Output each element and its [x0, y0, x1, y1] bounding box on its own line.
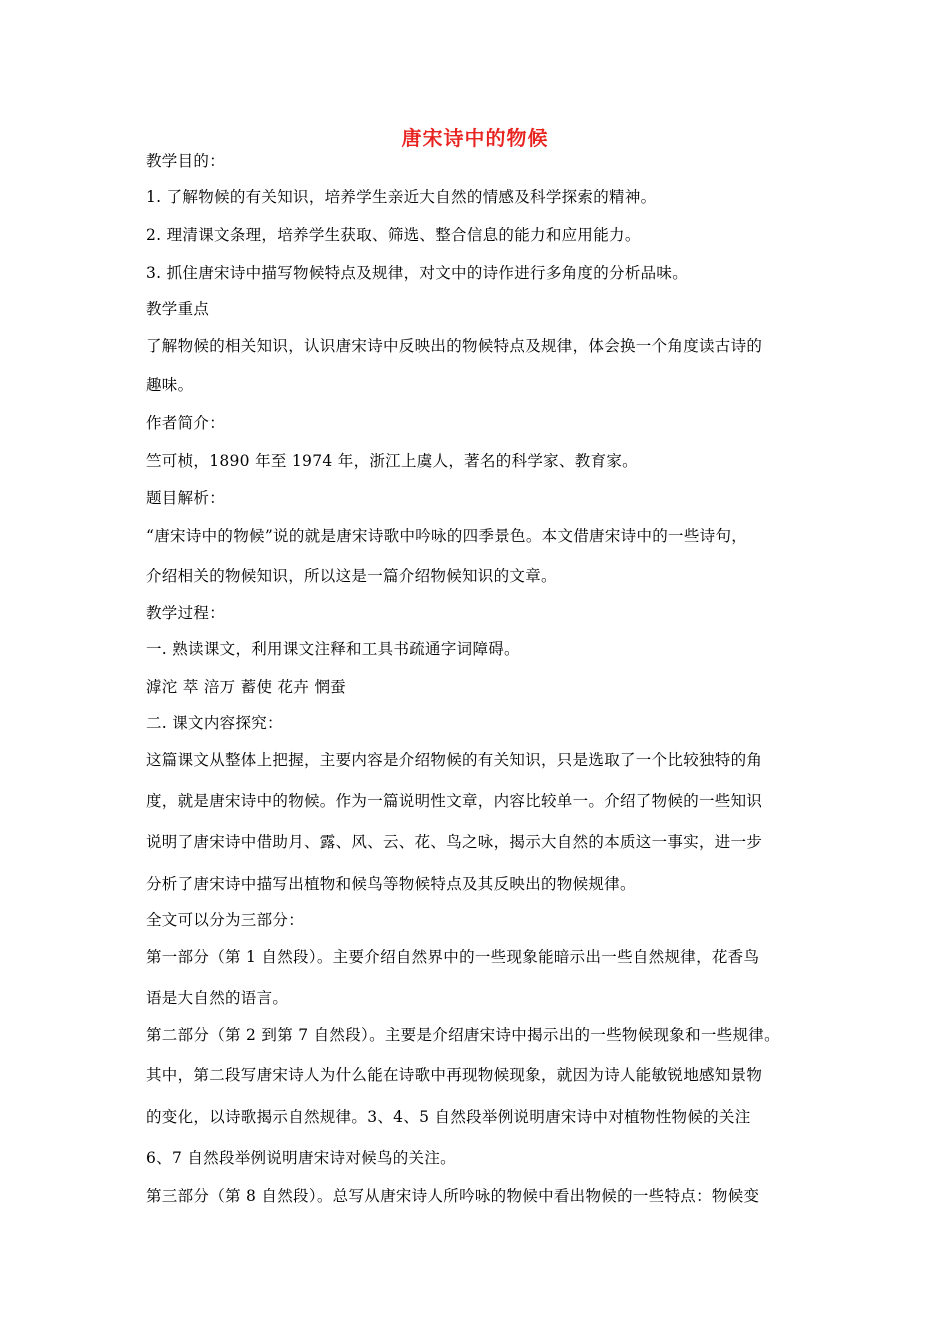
- text-line: 度，就是唐宋诗中的物候。作为一篇说明性文章，内容比较单一。介绍了物候的一些知识: [146, 792, 763, 810]
- text-line: 第三部分（第 8 自然段）。总写从唐宋诗人所吟咏的物候中看出物候的一些特点：物候变: [146, 1187, 760, 1205]
- text-line: 二. 课文内容探究：: [146, 714, 283, 732]
- text-line: 作者简介：: [146, 414, 226, 432]
- text-line: 全文可以分为三部分：: [146, 911, 305, 929]
- text-line: 题目解析：: [146, 489, 226, 507]
- text-line: 第二部分（第 2 到第 7 自然段）。主要是介绍唐宋诗中揭示出的一些物候现象和一些规律。: [146, 1026, 780, 1044]
- text-line: 其中，第二段写唐宋诗人为什么能在诗歌中再现物候现象，就因为诗人能敏锐地感知景物: [146, 1066, 763, 1084]
- text-line: 第一部分（第 1 自然段）。主要介绍自然界中的一些现象能暗示出一些自然规律，花香鸟: [146, 948, 760, 966]
- text-line: 教学过程：: [146, 604, 226, 622]
- text-line: 3. 抓住唐宋诗中描写物候特点及规律，对文中的诗作进行多角度的分析品味。: [146, 264, 689, 282]
- text-line: “唐宋诗中的物候”说的就是唐宋诗歌中吟咏的四季景色。本文借唐宋诗中的一些诗句，: [146, 527, 748, 545]
- text-line: 滹沱 萃 涪万 蓄使 花卉 惘蚕: [146, 678, 346, 696]
- text-line: 介绍相关的物候知识，所以这是一篇介绍物候知识的文章。: [146, 567, 557, 585]
- text-line: 分析了唐宋诗中描写出植物和候鸟等物候特点及其反映出的物候规律。: [146, 875, 636, 893]
- document-title: 唐宋诗中的物候: [401, 126, 549, 150]
- text-line: 语是大自然的语言。: [146, 989, 289, 1007]
- text-line: 一. 熟读课文，利用课文注释和工具书疏通字词障碍。: [146, 640, 520, 658]
- text-line: 教学目的：: [146, 152, 226, 170]
- text-line: 1. 了解物候的有关知识，培养学生亲近大自然的情感及科学探索的精神。: [146, 188, 657, 206]
- text-line: 了解物候的相关知识，认识唐宋诗中反映出的物候特点及规律，体会换一个角度读古诗的: [146, 337, 763, 355]
- text-line: 这篇课文从整体上把握，主要内容是介绍物候的有关知识，只是选取了一个比较独特的角: [146, 751, 763, 769]
- text-line: 2. 理清课文条理，培养学生获取、筛选、整合信息的能力和应用能力。: [146, 226, 641, 244]
- text-line: 竺可桢，1890 年至 1974 年，浙江上虞人，著名的科学家、教育家。: [146, 452, 638, 470]
- text-line: 趣味。: [146, 376, 194, 394]
- text-line: 教学重点: [146, 300, 210, 318]
- text-line: 说明了唐宋诗中借助月、露、风、云、花、鸟之咏，揭示大自然的本质这一事实，进一步: [146, 833, 763, 851]
- text-line: 6、7 自然段举例说明唐宋诗对候鸟的关注。: [146, 1149, 456, 1167]
- text-line: 的变化，以诗歌揭示自然规律。3、4、5 自然段举例说明唐宋诗中对植物性物候的关注: [146, 1108, 751, 1126]
